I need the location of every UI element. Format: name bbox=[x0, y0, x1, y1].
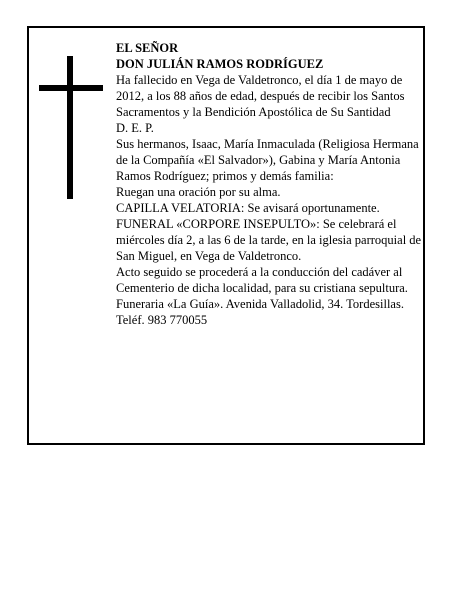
latin-cross-icon bbox=[39, 56, 103, 199]
notice-title-line1: EL SEÑOR bbox=[116, 41, 179, 55]
notice-title-line2: DON JULIÁN RAMOS RODRÍGUEZ bbox=[116, 57, 324, 71]
notice-paragraph-funeral-home: Funeraria «La Guía». Avenida Valladolid, 34. Tordesillas. Teléf. 983 770055 bbox=[116, 297, 404, 327]
notice-paragraph-prayer: Ruegan una oración por su alma. bbox=[116, 185, 281, 199]
notice-paragraph-dep: D. E. P. bbox=[116, 121, 154, 135]
obituary-text bbox=[116, 40, 426, 328]
notice-paragraph-burial: Acto seguido se procederá a la conducción del cadáver al Cementerio de dicha localidad, para su cristiana sepultura. bbox=[116, 265, 408, 295]
notice-paragraph-death: Ha fallecido en Vega de Valdetronco, el día 1 de mayo de 2012, a los 88 años de edad, después de recibir los Santos Sacramentos y la Bendición Apostólica de Su Santidad bbox=[116, 73, 405, 119]
obituary-notice-frame bbox=[27, 26, 425, 445]
cross-horizontal-bar bbox=[39, 85, 103, 91]
cross-vertical-bar bbox=[67, 56, 73, 199]
notice-paragraph-chapel: CAPILLA VELATORIA: Se avisará oportunamente. bbox=[116, 201, 380, 215]
notice-paragraph-funeral: FUNERAL «CORPORE INSEPULTO»: Se celebrará el miércoles día 2, a las 6 de la tarde, en la iglesia parroquial de San Miguel, en Vega de Valdetronco. bbox=[116, 217, 422, 263]
notice-paragraph-family: Sus hermanos, Isaac, María Inmaculada (Religiosa Hermana de la Compañía «El Salvador»), Gabina y María Antonia Ramos Rodríguez; primos y demás familia: bbox=[116, 137, 419, 183]
